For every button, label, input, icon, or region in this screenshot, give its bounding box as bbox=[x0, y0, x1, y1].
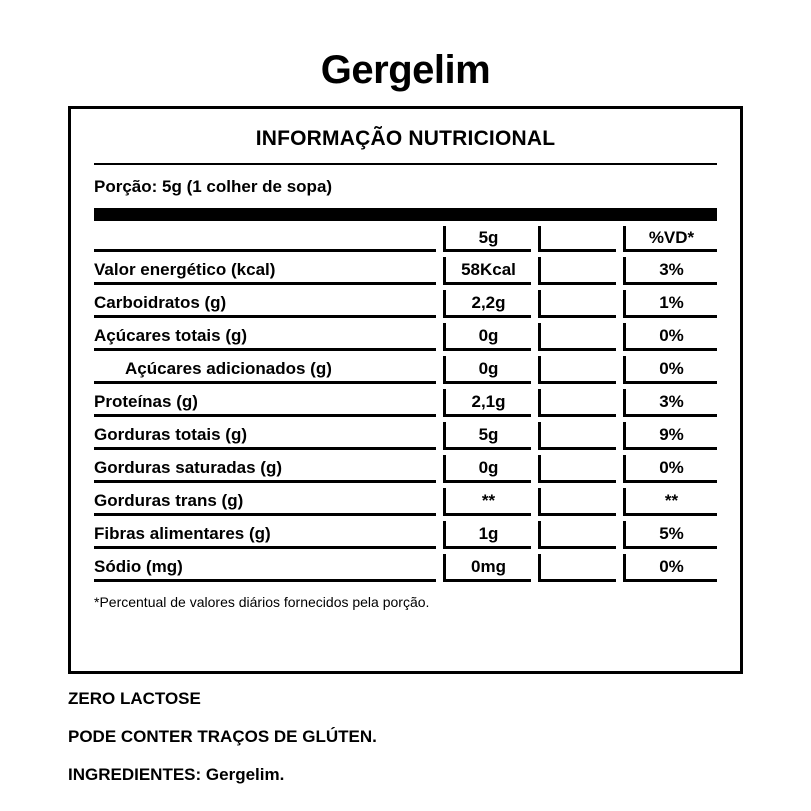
row-amount-value: 0g bbox=[443, 455, 531, 483]
heading-divider-rule bbox=[94, 163, 717, 165]
row-middle-value bbox=[538, 488, 616, 516]
row-middle-value bbox=[538, 389, 616, 417]
nutrition-facts-box bbox=[68, 106, 743, 674]
nutrition-table-body bbox=[94, 257, 717, 582]
row-middle-value bbox=[538, 422, 616, 450]
table-row bbox=[94, 422, 717, 450]
nutrition-facts-heading: INFORMAÇÃO NUTRICIONAL bbox=[255, 127, 556, 150]
row-vd-value: 3% bbox=[623, 389, 717, 417]
row-amount-value: 58Kcal bbox=[443, 257, 531, 285]
table-row bbox=[94, 356, 717, 384]
row-amount-value: 2,2g bbox=[443, 290, 531, 318]
header-amount-cell: 5g bbox=[443, 226, 531, 252]
row-amount-value: ** bbox=[443, 488, 531, 516]
header-nutrient-cell bbox=[94, 226, 436, 252]
nutrition-table bbox=[87, 221, 724, 587]
table-row bbox=[94, 323, 717, 351]
claim-zero-lactose: ZERO LACTOSE bbox=[68, 689, 201, 708]
row-vd-value: 0% bbox=[623, 356, 717, 384]
row-amount-value: 1g bbox=[443, 521, 531, 549]
row-nutrient-label: Açúcares adicionados (g) bbox=[94, 356, 436, 384]
row-vd-value: 3% bbox=[623, 257, 717, 285]
row-amount-value: 2,1g bbox=[443, 389, 531, 417]
row-nutrient-label: Gorduras trans (g) bbox=[94, 488, 436, 516]
table-top-bar bbox=[94, 208, 717, 221]
ingredients-line: INGREDIENTES: Gergelim. bbox=[68, 765, 285, 784]
row-nutrient-label: Proteínas (g) bbox=[94, 389, 436, 417]
product-title: Gergelim bbox=[320, 48, 491, 92]
row-vd-value: 9% bbox=[623, 422, 717, 450]
claim-gluten-traces: PODE CONTER TRAÇOS DE GLÚTEN. bbox=[68, 727, 377, 746]
table-row bbox=[94, 389, 717, 417]
portion-size-text: Porção: 5g (1 colher de sopa) bbox=[94, 177, 333, 196]
row-middle-value bbox=[538, 554, 616, 582]
header-middle-cell bbox=[538, 226, 616, 252]
claims-section bbox=[68, 689, 743, 803]
row-vd-value: 0% bbox=[623, 554, 717, 582]
table-row bbox=[94, 257, 717, 285]
row-vd-value: 0% bbox=[623, 455, 717, 483]
row-nutrient-label: Açúcares totais (g) bbox=[94, 323, 436, 351]
table-row bbox=[94, 554, 717, 582]
row-nutrient-label: Valor energético (kcal) bbox=[94, 257, 436, 285]
row-middle-value bbox=[538, 257, 616, 285]
table-header-row bbox=[94, 226, 717, 252]
daily-value-footnote: *Percentual de valores diários fornecidos pela porção. bbox=[94, 594, 430, 610]
row-amount-value: 0g bbox=[443, 323, 531, 351]
table-row bbox=[94, 455, 717, 483]
row-amount-value: 5g bbox=[443, 422, 531, 450]
header-vd-cell: %VD* bbox=[623, 226, 717, 252]
row-nutrient-label: Carboidratos (g) bbox=[94, 290, 436, 318]
row-middle-value bbox=[538, 290, 616, 318]
row-middle-value bbox=[538, 521, 616, 549]
row-nutrient-label: Fibras alimentares (g) bbox=[94, 521, 436, 549]
row-nutrient-label: Gorduras totais (g) bbox=[94, 422, 436, 450]
row-vd-value: 1% bbox=[623, 290, 717, 318]
row-vd-value: 0% bbox=[623, 323, 717, 351]
row-middle-value bbox=[538, 455, 616, 483]
table-row bbox=[94, 488, 717, 516]
table-row bbox=[94, 521, 717, 549]
row-middle-value bbox=[538, 323, 616, 351]
row-nutrient-label: Sódio (mg) bbox=[94, 554, 436, 582]
row-vd-value: 5% bbox=[623, 521, 717, 549]
row-amount-value: 0mg bbox=[443, 554, 531, 582]
row-nutrient-label: Gorduras saturadas (g) bbox=[94, 455, 436, 483]
row-middle-value bbox=[538, 356, 616, 384]
row-amount-value: 0g bbox=[443, 356, 531, 384]
table-row bbox=[94, 290, 717, 318]
row-vd-value: ** bbox=[623, 488, 717, 516]
